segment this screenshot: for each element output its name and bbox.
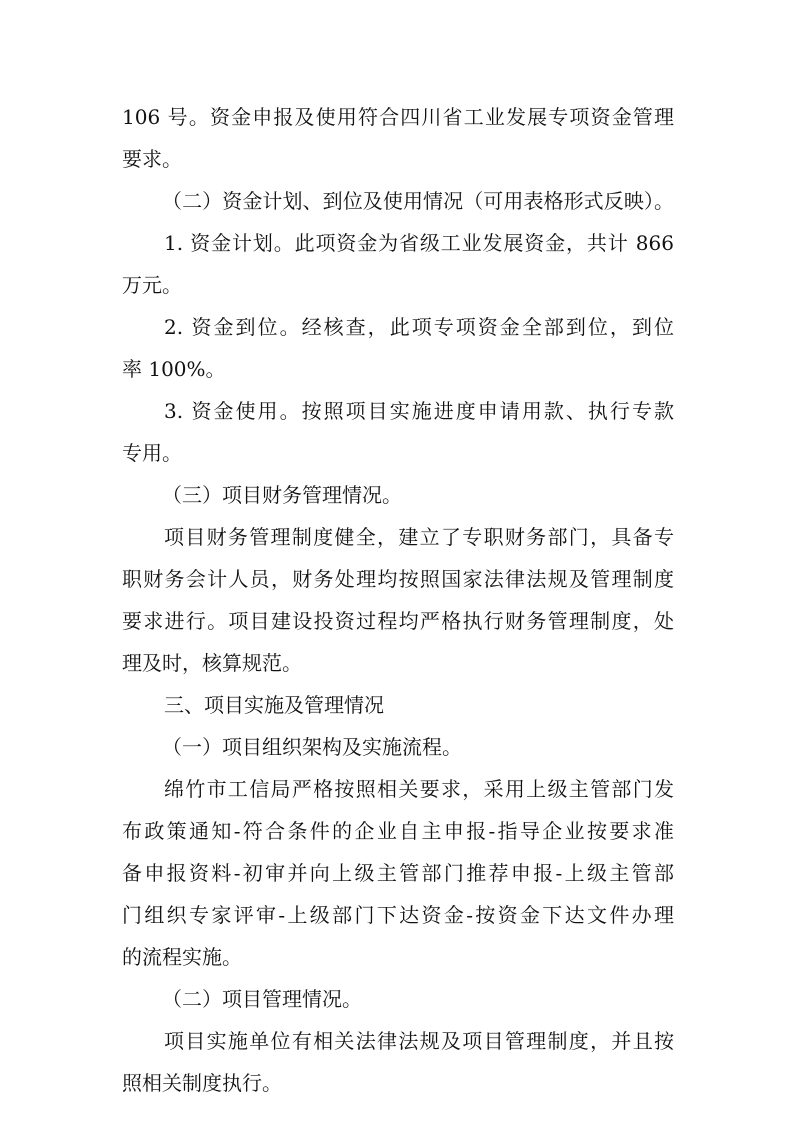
section-heading: （二）项目管理情况。	[162, 987, 362, 1011]
text-line: 布政策通知-符合条件的企业自主申报-指导企业按要求准	[122, 819, 674, 843]
section-heading: 三、项目实施及管理情况	[164, 693, 384, 717]
text-line: 项目实施单位有相关法律法规及项目管理制度，并且按	[164, 1029, 674, 1053]
text-line: 绵竹市工信局严格按照相关要求，采用上级主管部门发	[164, 777, 674, 801]
section-heading: （一）项目组织架构及实施流程。	[162, 735, 462, 759]
text-line: 专用。	[122, 441, 182, 465]
section-heading: （二）资金计划、到位及使用情况（可用表格形式反映）。	[162, 189, 674, 213]
text-line: 照相关制度执行。	[122, 1071, 282, 1095]
section-heading: （三）项目财务管理情况。	[162, 483, 402, 507]
text-line: 门组织专家评审-上级部门下达资金-按资金下达文件办理	[122, 903, 674, 927]
text-line: 3. 资金使用。按照项目实施进度申请用款、执行专款	[164, 399, 674, 423]
text-line: 率 100%。	[122, 357, 226, 381]
text-line: 职财务会计人员，财务处理均按照国家法律法规及管理制度	[122, 567, 674, 591]
text-line: 2. 资金到位。经核查，此项专项资金全部到位，到位	[164, 315, 674, 339]
text-line: 106 号。资金申报及使用符合四川省工业发展专项资金管理	[122, 105, 674, 129]
text-line: 的流程实施。	[122, 945, 242, 969]
text-line: 项目财务管理制度健全，建立了专职财务部门，具备专	[164, 525, 674, 549]
text-line: 要求进行。项目建设投资过程均严格执行财务管理制度，处	[122, 609, 674, 633]
text-line: 要求。	[122, 147, 182, 171]
text-line: 备申报资料-初审并向上级主管部门推荐申报-上级主管部	[122, 861, 674, 885]
text-line: 万元。	[122, 273, 182, 297]
text-line: 理及时，核算规范。	[122, 651, 302, 675]
text-line: 1. 资金计划。此项资金为省级工业发展资金，共计 866	[164, 231, 674, 255]
